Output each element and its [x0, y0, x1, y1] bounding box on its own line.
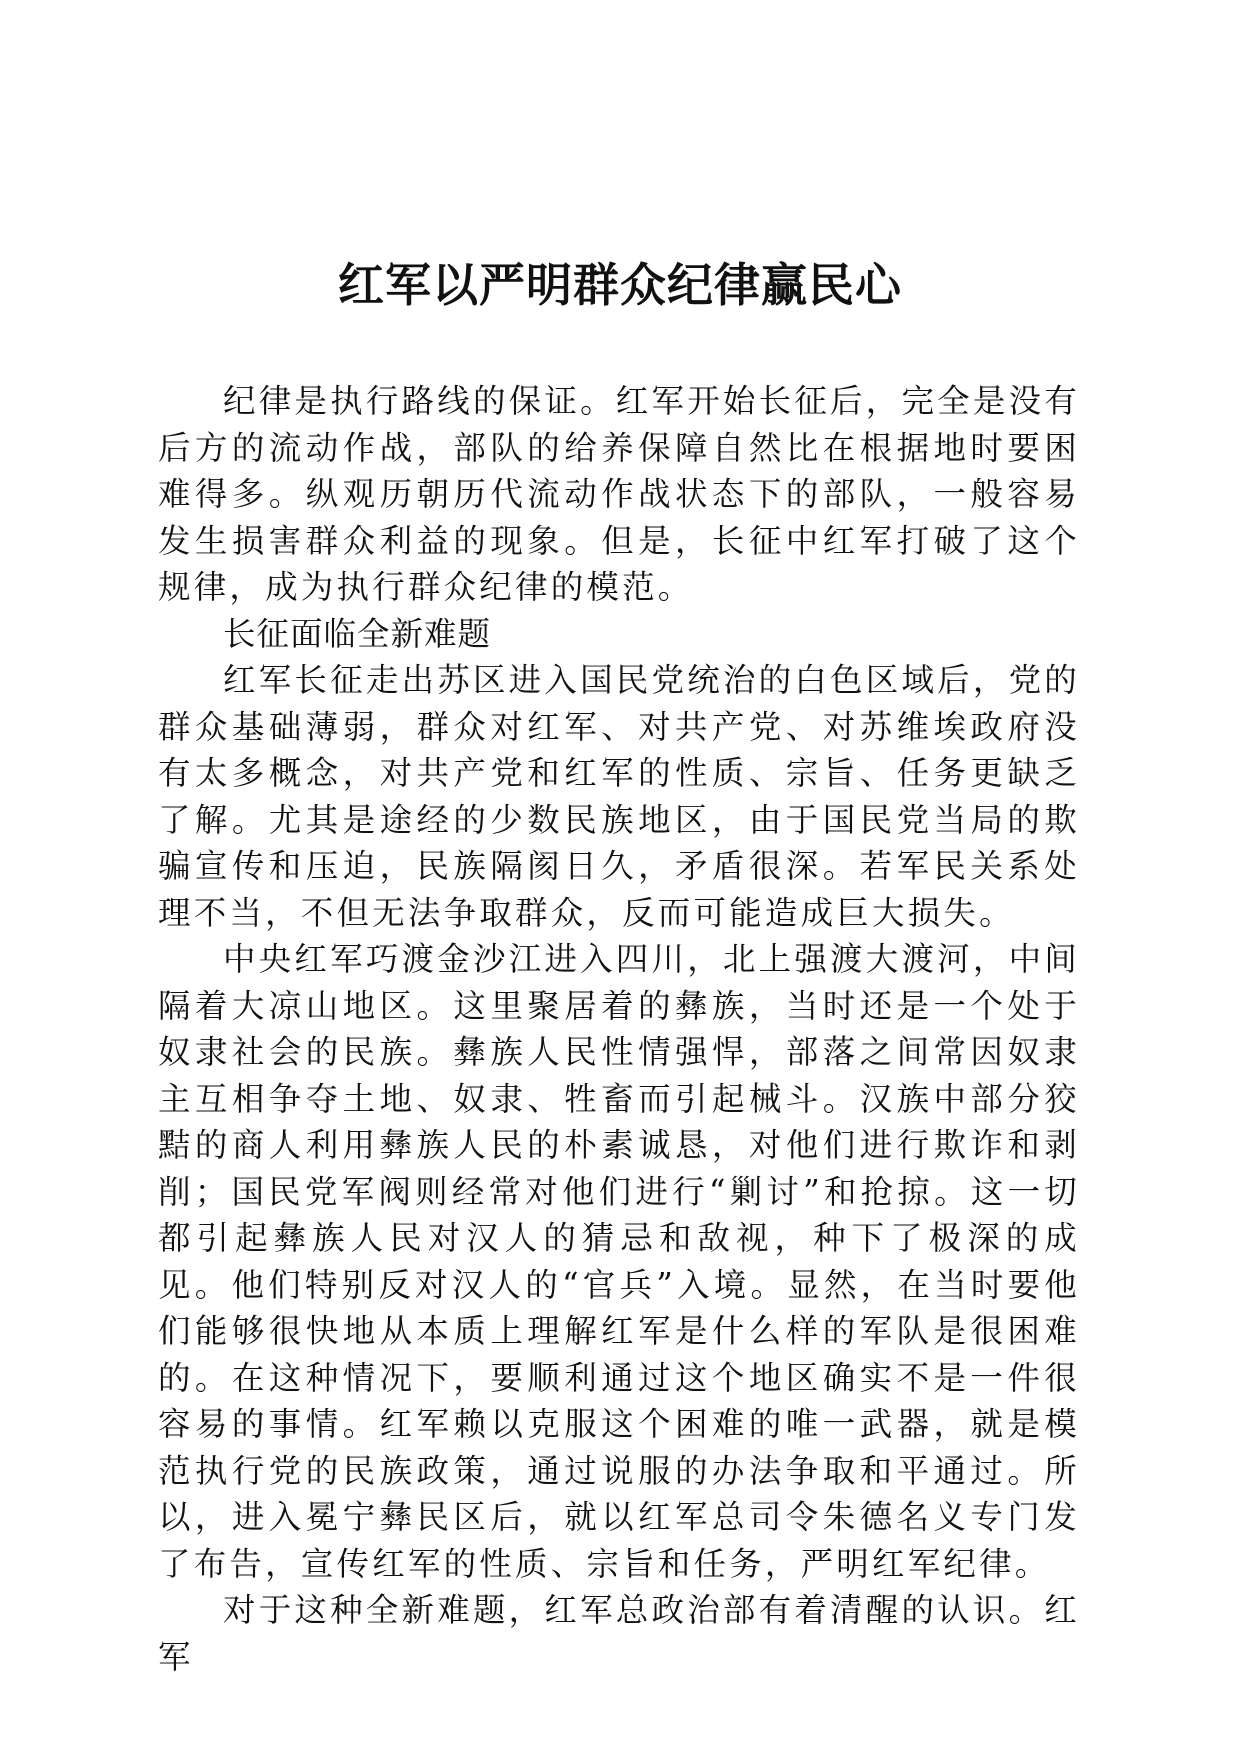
paragraph-section-2: 中央红军巧渡金沙江进入四川，北上强渡大渡河，中间隔着大凉山地区。这里聚居着的彝族，当时还是一个处于奴隶社会的民族。彝族人民性情强悍，部落之间常因奴隶主互相争夺土地、奴隶、牲畜而引起械斗。汉族中部分狡黠的商人利用彝族人民的朴素诚恳，对他们进行欺诈和剥削；国民党军阀则经常对他们进行“剿讨”和抢掠。这一切都引起彝族人民对汉人的猜忌和敌视，种下了极深的成见。他们特别反对汉人的“官兵”入境。显然，在当时要他们能够很快地从本质上理解红军是什么样的军队是很困难的。在这种情况下，要顺利通过这个地区确实不是一件很容易的事情。红军赖以克服这个困难的唯一武器，就是模范执行党的民族政策，通过说服的办法争取和平通过。所以，进入冕宁彝民区后，就以红军总司令朱德名义专门发了布告，宣传红军的性质、宗旨和任务，严明红军纪律。: [158, 940, 1080, 1583]
paragraph-section-1: 红军长征走出苏区进入国民党统治的白色区域后，党的群众基础薄弱，群众对红军、对共产党、对苏维埃政府没有太多概念，对共产党和红军的性质、宗旨、任务更缺乏了解。尤其是途经的少数民族地区，由于国民党当局的欺骗宣传和压迫，民族隔阂日久，矛盾很深。若军民关系处理不当，不但无法争取群众，反而可能造成巨大损失。: [158, 661, 1080, 932]
paragraph-section-3: 对于这种全新难题，红军总政治部有着清醒的认识。红军: [158, 1591, 1080, 1676]
section-heading: 长征面临全新难题: [223, 614, 492, 653]
document-title: 红军以严明群众纪律赢民心: [338, 258, 902, 312]
document-body: [158, 378, 1080, 1680]
paragraph-intro: 纪律是执行路线的保证。红军开始长征后，完全是没有后方的流动作战，部队的给养保障自然比在根据地时要困难得多。纵观历朝历代流动作战状态下的部队，一般容易发生损害群众利益的现象。但是，长征中红军打破了这个规律，成为执行群众纪律的模范。: [158, 382, 1080, 606]
